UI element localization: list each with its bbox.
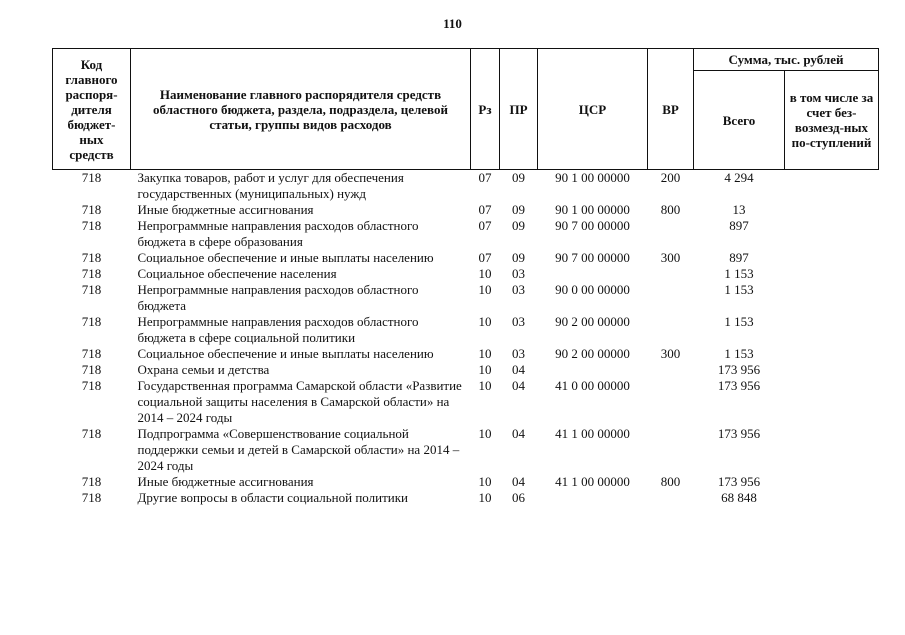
cell-code: 718 [81, 282, 102, 297]
cell-csr: 41 1 00 00000 [555, 426, 630, 441]
cell-incl [785, 362, 879, 378]
cell-rz: 10 [478, 474, 492, 489]
cell-csr [538, 266, 648, 282]
cell-vr [648, 282, 694, 314]
cell-rz: 07 [478, 218, 492, 233]
cell-name: Иные бюджетные ассигнования [137, 474, 314, 489]
table-row [53, 362, 879, 378]
cell-code: 718 [81, 218, 102, 233]
cell-incl [785, 266, 879, 282]
cell-code: 718 [81, 346, 102, 361]
cell-pr: 03 [512, 266, 525, 281]
cell-vr [648, 362, 694, 378]
table-row [53, 378, 879, 426]
table-row [53, 218, 879, 250]
cell-name: Социальное обеспечение и иные выплаты населению [137, 346, 434, 361]
cell-name: Непрограммные направления расходов областного бюджета в сфере образования [137, 218, 419, 249]
cell-csr: 90 2 00 00000 [555, 314, 630, 329]
cell-pr: 04 [512, 426, 525, 441]
cell-rz: 07 [478, 202, 492, 217]
cell-code: 718 [81, 250, 102, 265]
cell-total: 897 [729, 218, 749, 233]
table-row [53, 250, 879, 266]
cell-total: 897 [729, 250, 749, 265]
header-pr: ПР [500, 49, 538, 170]
cell-vr [648, 314, 694, 346]
cell-code: 718 [81, 362, 102, 377]
cell-rz: 10 [478, 346, 492, 361]
table-row [53, 170, 879, 203]
cell-rz: 10 [478, 282, 492, 297]
cell-code: 718 [81, 266, 102, 281]
table-body [53, 170, 879, 507]
cell-name: Социальное обеспечение и иные выплаты населению [137, 250, 434, 265]
cell-csr [538, 490, 648, 506]
cell-pr: 03 [512, 282, 525, 297]
cell-csr: 90 7 00 00000 [555, 218, 630, 233]
cell-total: 1 153 [724, 282, 754, 297]
cell-csr: 90 0 00 00000 [555, 282, 630, 297]
cell-pr: 04 [512, 362, 525, 377]
cell-rz: 10 [478, 314, 492, 329]
cell-total: 1 153 [724, 314, 754, 329]
header-vr: ВР [648, 49, 694, 170]
cell-name: Непрограммные направления расходов областного бюджета в сфере социальной политики [137, 314, 419, 345]
cell-incl [785, 426, 879, 474]
table-row [53, 426, 879, 474]
cell-incl [785, 314, 879, 346]
cell-code: 718 [81, 378, 102, 393]
cell-rz: 07 [478, 170, 492, 185]
table-row [53, 314, 879, 346]
cell-rz: 07 [478, 250, 492, 265]
cell-code: 718 [81, 426, 102, 441]
cell-csr: 41 0 00 00000 [555, 378, 630, 393]
header-csr: ЦСР [538, 49, 648, 170]
cell-name: Подпрограмма «Совершенствование социальной поддержки семьи и детей в Самарской области» на 2014 – 2024 годы [137, 426, 460, 473]
cell-vr [648, 490, 694, 506]
cell-csr: 90 2 00 00000 [555, 346, 630, 361]
cell-rz: 10 [478, 266, 492, 281]
cell-name: Закупка товаров, работ и услуг для обеспечения государственных (муниципальных) нужд [137, 170, 404, 201]
cell-code: 718 [81, 314, 102, 329]
cell-pr: 04 [512, 474, 525, 489]
cell-pr: 09 [512, 170, 525, 185]
cell-pr: 09 [512, 202, 525, 217]
cell-incl [785, 378, 879, 426]
cell-name: Охрана семьи и детства [137, 362, 270, 377]
cell-total: 173 956 [717, 362, 761, 377]
cell-pr: 09 [512, 250, 525, 265]
cell-name: Государственная программа Самарской области «Развитие социальной защиты населения в Самарской области» на 2014 – 2024 годы [137, 378, 462, 425]
table-row [53, 266, 879, 282]
cell-total: 1 153 [724, 266, 754, 281]
cell-vr [648, 266, 694, 282]
cell-total: 13 [732, 202, 746, 217]
table-row [53, 202, 879, 218]
table-row [53, 490, 879, 506]
cell-pr: 03 [512, 314, 525, 329]
cell-csr [538, 362, 648, 378]
cell-incl [785, 202, 879, 218]
cell-total: 173 956 [717, 474, 761, 489]
cell-rz: 10 [478, 426, 492, 441]
cell-incl [785, 170, 879, 203]
budget-table [52, 48, 879, 506]
cell-csr: 41 1 00 00000 [555, 474, 630, 489]
cell-csr: 90 1 00 00000 [555, 202, 630, 217]
header-code: Код главного распоря-дителя бюджет-ных средств [53, 49, 131, 170]
cell-incl [785, 250, 879, 266]
table-header [53, 49, 879, 170]
cell-vr: 200 [660, 170, 681, 185]
cell-incl [785, 346, 879, 362]
header-incl: в том числе за счет без-возмезд-ных по-ступлений [785, 71, 879, 170]
cell-name: Социальное обеспечение населения [137, 266, 337, 281]
cell-total: 68 848 [721, 490, 757, 505]
header-total: Всего [694, 71, 785, 170]
cell-code: 718 [81, 490, 102, 505]
cell-code: 718 [81, 202, 102, 217]
cell-pr: 03 [512, 346, 525, 361]
cell-vr: 800 [660, 202, 681, 217]
header-sum: Сумма, тыс. рублей [694, 49, 879, 71]
cell-vr: 300 [660, 250, 681, 265]
cell-incl [785, 490, 879, 506]
table-row [53, 474, 879, 490]
cell-code: 718 [81, 474, 102, 489]
cell-name: Иные бюджетные ассигнования [137, 202, 314, 217]
cell-total: 173 956 [717, 426, 761, 441]
cell-total: 173 956 [717, 378, 761, 393]
cell-pr: 09 [512, 218, 525, 233]
cell-vr [648, 218, 694, 250]
header-rz: Рз [471, 49, 500, 170]
cell-incl [785, 218, 879, 250]
cell-pr: 04 [512, 378, 525, 393]
table-row [53, 346, 879, 362]
cell-incl [785, 282, 879, 314]
cell-name: Непрограммные направления расходов областного бюджета [137, 282, 419, 313]
cell-vr [648, 378, 694, 426]
cell-code: 718 [81, 170, 102, 185]
cell-csr: 90 7 00 00000 [555, 250, 630, 265]
cell-name: Другие вопросы в области социальной политики [137, 490, 408, 505]
cell-vr: 800 [660, 474, 681, 489]
cell-incl [785, 474, 879, 490]
cell-rz: 10 [478, 378, 492, 393]
table-row [53, 282, 879, 314]
page-number: 110 [443, 16, 462, 31]
cell-pr: 06 [512, 490, 525, 505]
cell-total: 1 153 [724, 346, 754, 361]
cell-csr: 90 1 00 00000 [555, 170, 630, 185]
cell-total: 4 294 [724, 170, 754, 185]
cell-rz: 10 [478, 362, 492, 377]
cell-vr: 300 [660, 346, 681, 361]
header-name: Наименование главного распорядителя средств областного бюджета, раздела, подраздела, целевой статьи, группы видов расходов [131, 49, 471, 170]
cell-rz: 10 [478, 490, 492, 505]
cell-vr [648, 426, 694, 474]
